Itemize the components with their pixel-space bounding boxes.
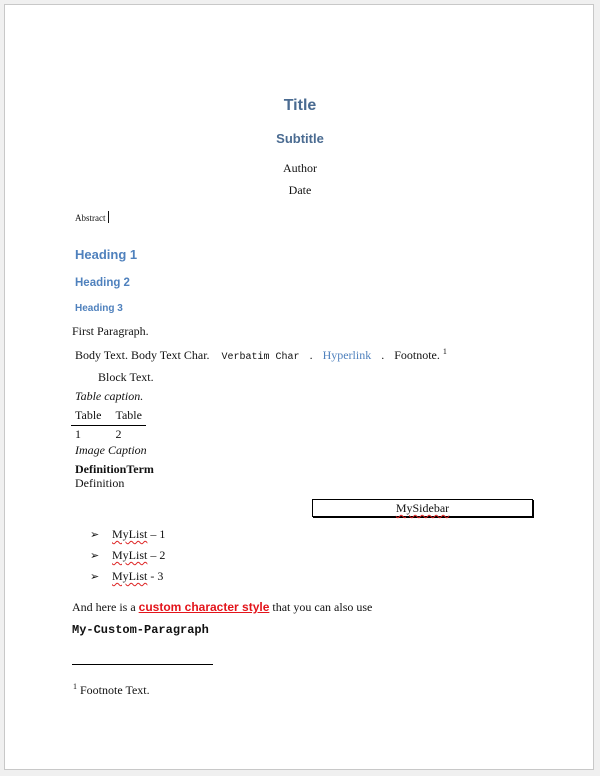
footnote-text: Footnote Text. [80,683,150,697]
footnote-reference-text: Footnote. [394,348,440,362]
abstract-paragraph[interactable] [75,211,109,223]
first-paragraph: First Paragraph. [72,324,149,338]
arrow-bullet-icon: ➢ [90,550,100,562]
doc-date: Date [288,183,312,197]
table-header-cell: Table [105,407,145,426]
sidebar-label: MySidebar [395,501,450,515]
definition-term: DefinitionTerm [75,462,154,476]
table-header-cell: Table [71,407,105,426]
custom-line-after: that you can also use [269,600,373,614]
block-text: Block Text. [98,370,154,384]
list-item [90,548,165,563]
custom-style-paragraph [72,600,372,615]
doc-subtitle: Subtitle [276,131,324,146]
list-item-suffix: – 2 [147,548,166,562]
list-item-suffix: - 3 [147,569,164,583]
footnote-mark: 1 [73,682,77,691]
abstract-text: Abstract [75,213,106,223]
heading-2: Heading 2 [75,277,130,289]
separator-dot: . [381,348,385,362]
list-item [90,527,165,542]
custom-character-style: custom character style [138,600,270,614]
list-item-word: MyList [112,569,148,583]
body-text-paragraph [75,347,447,363]
sidebar-box [312,499,533,517]
footnote [73,682,150,698]
body-text: Body Text. Body Text Char. [75,348,210,362]
footnote-reference-mark[interactable]: 1 [442,347,447,356]
arrow-bullet-icon: ➢ [90,529,100,541]
custom-line-before: And here is a [72,600,139,614]
list-item [90,569,163,584]
image-caption: Image Caption [75,443,147,457]
footnote-separator [72,664,213,665]
separator-dot: . [309,348,313,362]
list-item-suffix: – 1 [147,527,166,541]
list-item-word: MyList [112,548,148,562]
table-cell: 2 [115,427,122,441]
custom-paragraph: My-Custom-Paragraph [72,623,209,637]
table-row [71,426,146,443]
hyperlink[interactable]: Hyperlink [322,348,372,362]
table-cell: 1 [75,427,81,441]
table-caption: Table caption. [75,389,144,403]
definition-text: Definition [75,476,125,490]
doc-title: Title [283,97,317,114]
list-item-word: MyList [112,527,148,541]
heading-3: Heading 3 [75,303,123,314]
text-cursor [108,211,109,223]
heading-1: Heading 1 [75,247,138,262]
table-header-row [71,407,146,426]
verbatim-char: Verbatim Char [221,352,300,363]
document-page[interactable] [4,4,594,770]
data-table [71,407,146,442]
doc-author: Author [283,161,317,175]
arrow-bullet-icon: ➢ [90,571,100,583]
